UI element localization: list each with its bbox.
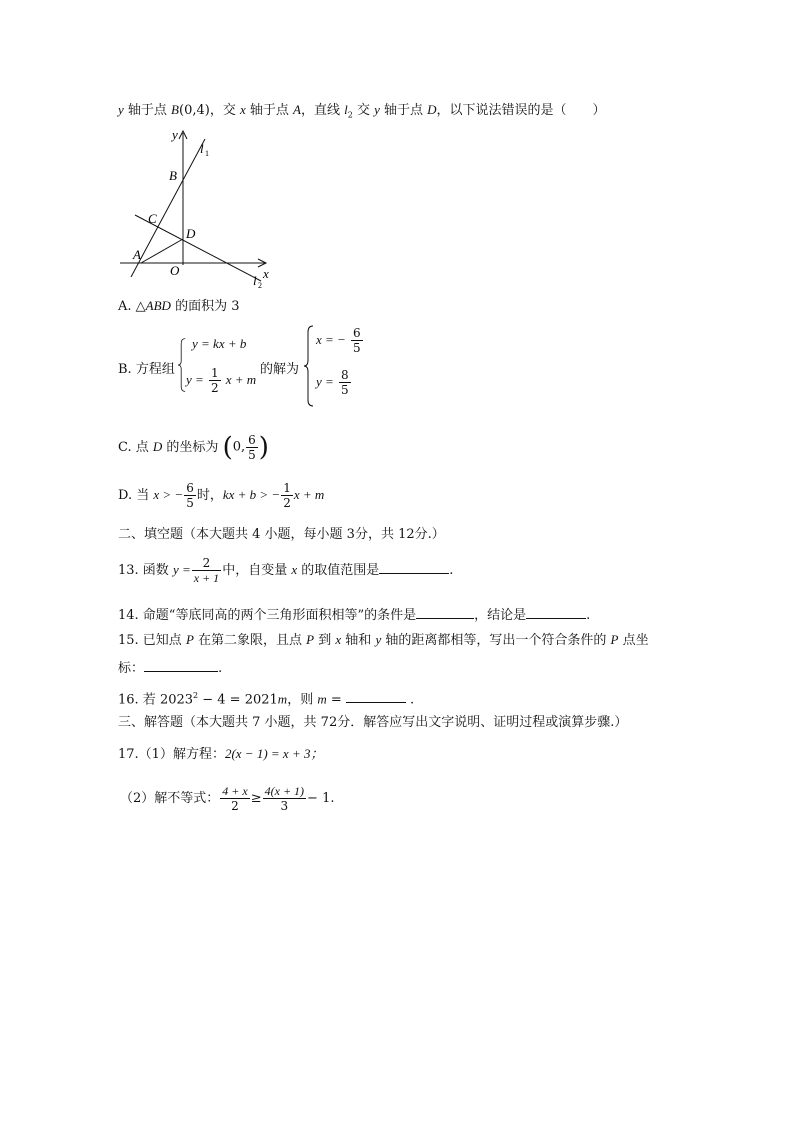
fraction-q17-left: $\frac{4 + x}{2}$ — [222, 784, 248, 813]
q13: 13. 函数 y = $\frac{2}{x + 1}$ 中，自变量 x 的取值范围是 . — [118, 556, 454, 585]
fraction-six-fifths: $\frac{6}{5}$ — [352, 326, 361, 355]
q15-line2: 标： . — [118, 661, 223, 676]
coordinate-figure — [115, 125, 280, 290]
fraction-d1: $\frac{6}{5}$ — [186, 481, 194, 510]
q14-condition-blank[interactable] — [416, 606, 474, 619]
label-l2-sub: 2 — [258, 281, 262, 290]
fraction-half: $\frac{1}{2}$ — [210, 366, 219, 395]
q15-answer-blank[interactable] — [144, 659, 218, 672]
label-y: y — [172, 127, 178, 142]
label-l2: l — [253, 273, 257, 288]
section-3-heading: 三、解答题（本大题共 7 小题，共 72分．解答应写出文字说明、证明过程或演算步骤.） — [118, 715, 628, 730]
line-l1 — [131, 139, 205, 277]
fraction-d2: $\frac{1}{2}$ — [283, 481, 291, 510]
q15-line1: 15. 已知点 P 在第二象限，且点 P 到 x 轴和 y 轴的距离都相等，写出一个符合条件的 P 点坐 — [118, 632, 649, 648]
label-D: D — [186, 226, 196, 241]
system-solution: x = − $\frac{6}{5}$ y = $\frac{8}{5}$ — [304, 324, 374, 408]
label-B: B — [169, 168, 177, 183]
q17-part1: 17.（1）解方程：2(x − 1) = x + 3； — [118, 746, 324, 762]
label-l1-sub: 1 — [205, 149, 209, 158]
fraction-coord: $\frac{6}{5}$ — [248, 433, 256, 462]
fraction-eight-fifths: $\frac{8}{5}$ — [340, 368, 349, 397]
left-brace-icon — [178, 330, 186, 400]
q14: 14. 命题“等底同高的两个三角形面积相等”的条件是 ，结论是 . — [118, 608, 591, 623]
label-x: x — [263, 266, 269, 281]
q16: 16. 若 $2023^2 - 4 = 2021m$，则 m = . — [118, 691, 415, 708]
system-equations: y = kx + b y = $\frac{1}{2}$ x + m — [174, 330, 274, 400]
label-O: O — [170, 263, 180, 278]
q12-option-c: C. 点 D 的坐标为 (0, $\frac{6}{5}$ ) — [118, 432, 269, 463]
q12-option-d: D. 当 x > − $\frac{6}{5}$ 时，kx + b > − $\frac{1}{2}$ x + m — [118, 481, 325, 510]
q17-part2: （2）解不等式： $\frac{4 + x}{2}$ ≥ $\frac{4(x + 1)}{3}$ − 1. — [120, 784, 335, 813]
fraction-q13: $\frac{2}{x + 1}$ — [193, 556, 220, 585]
section-2-heading: 二、填空题（本大题共 4 小题，每小题 3分，共 12分.） — [118, 527, 445, 542]
label-C: C — [148, 211, 157, 226]
q16-answer-blank[interactable] — [346, 690, 406, 703]
fraction-q17-right: $\frac{4(x + 1)}{3}$ — [264, 784, 305, 813]
left-brace-icon — [304, 324, 314, 408]
label-A: A — [133, 247, 141, 262]
label-l1: l — [200, 141, 204, 156]
q12-option-a: A. △ABD 的面积为 3 — [118, 298, 240, 314]
q12-stem: y 轴于点 B(0,4)，交 x 轴于点 A，直线 $l_2$ 交 y 轴于点 D，以下说法错误的是（ ） — [118, 102, 606, 120]
q13-answer-blank[interactable] — [379, 561, 449, 574]
segment-AD — [141, 239, 183, 263]
q14-conclusion-blank[interactable] — [526, 606, 586, 619]
